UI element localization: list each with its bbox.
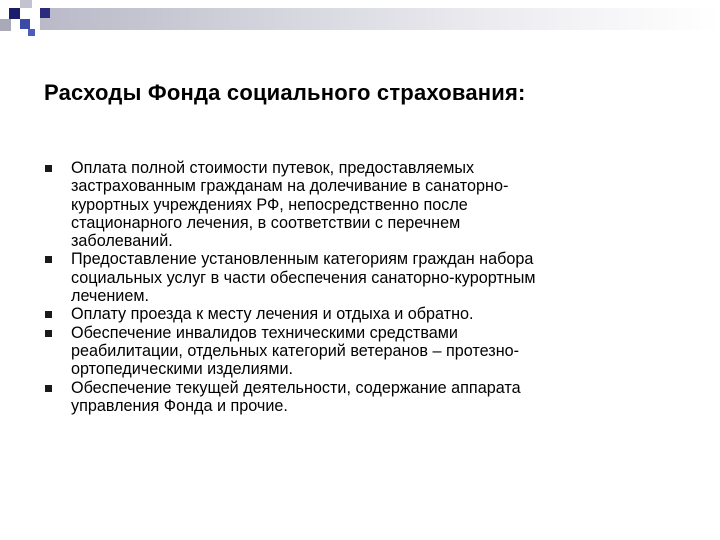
bullet-line: Обеспечение инвалидов техническими средствами — [71, 323, 458, 342]
decor-square-gray-left — [0, 19, 11, 31]
bullet-item — [44, 379, 684, 416]
square-bullet-icon — [45, 165, 52, 172]
bullet-item — [44, 159, 684, 250]
square-bullet-icon — [45, 330, 52, 337]
header-gradient-bar — [40, 8, 720, 30]
bullet-item — [44, 324, 684, 379]
bullet-item — [44, 305, 684, 323]
decor-square-blue-small — [28, 29, 35, 36]
bullet-line: заболеваний. — [71, 232, 173, 251]
bullet-line: реабилитации, отдельных категорий ветеранов – протезно- — [71, 341, 520, 360]
bullet-item — [44, 250, 684, 305]
bullet-line: управления Фонда и прочие. — [71, 396, 288, 415]
square-bullet-icon — [45, 311, 52, 318]
bullet-line: стационарного лечения, в соответствии с перечнем — [71, 213, 461, 232]
bullet-line: ортопедическими изделиями. — [71, 360, 294, 379]
decor-square-gray-top — [20, 0, 32, 8]
bullet-line: курортных учреждениях РФ, непосредственно после — [71, 195, 468, 214]
bullet-line: застрахованным гражданам на долечивание в санаторно- — [71, 177, 509, 196]
bullet-list — [44, 159, 684, 415]
decor-square-blue — [20, 19, 30, 29]
bullet-line: Оплату проезда к месту лечения и отдыха и обратно. — [71, 305, 474, 324]
bullet-line: Оплата полной стоимости путевок, предоставляемых — [71, 159, 475, 177]
decor-square-navy — [9, 8, 20, 19]
decor-square-blue-bar — [40, 8, 50, 18]
square-bullet-icon — [45, 385, 52, 392]
bullet-line: Предоставление установленным категориям граждан набора — [71, 250, 534, 269]
slide-title: Расходы Фонда социального страхования: — [44, 80, 526, 105]
bullet-line: Обеспечение текущей деятельности, содержание аппарата — [71, 378, 521, 397]
square-bullet-icon — [45, 256, 52, 263]
bullet-line: социальных услуг в части обеспечения санаторно-курортным — [71, 268, 536, 287]
bullet-line: лечением. — [71, 287, 149, 306]
